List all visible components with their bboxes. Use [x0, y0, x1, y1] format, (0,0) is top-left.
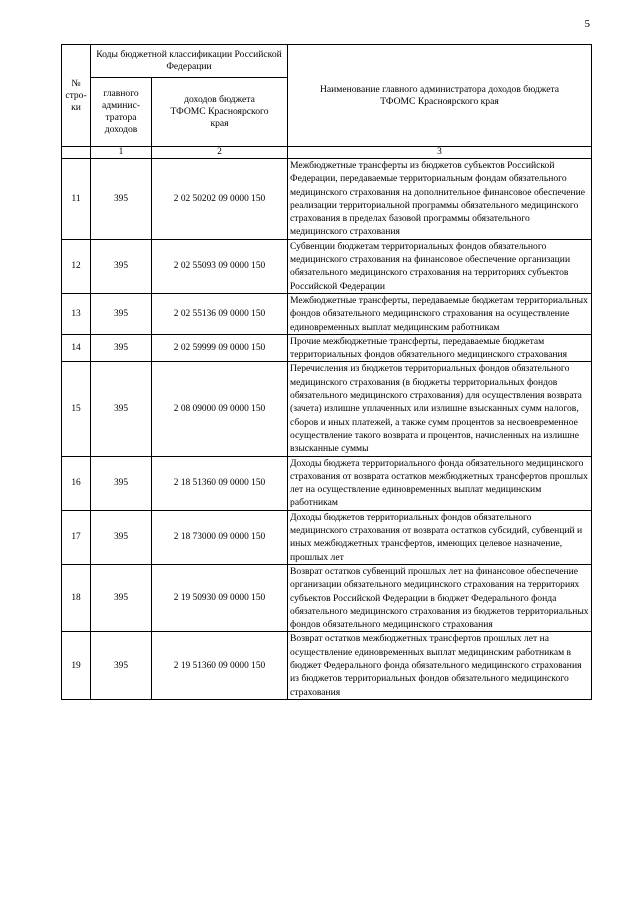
row-number: 18 [62, 564, 91, 631]
row-number: 11 [62, 159, 91, 240]
table-row [62, 510, 592, 564]
table-row [62, 564, 592, 631]
header-income-code: доходов бюджета ТФОМС Красноярского края [152, 78, 288, 147]
header-main-administrator: главного админис-тратора доходов [91, 78, 152, 147]
income-description: Межбюджетные трансферты, передаваемые бюджетам территориальных фондов обязательного медицинского страхования на осуществление единовременных выплат медицинским работникам [288, 293, 592, 334]
row-number: 14 [62, 334, 91, 362]
header-row-number: № стро-ки [62, 45, 91, 147]
administrator-code: 395 [91, 239, 152, 293]
administrator-code: 395 [91, 632, 152, 699]
row-number: 15 [62, 362, 91, 456]
page-number: 5 [584, 18, 590, 30]
income-code: 2 18 73000 09 0000 150 [152, 510, 288, 564]
table-row [62, 239, 592, 293]
income-description: Доходы бюджетов территориальных фондов обязательного медицинского страхования от возврата остатков субсидий, субвенций и иных межбюджетных трансфертов, имеющих целевое назначение, прошлых лет [288, 510, 592, 564]
income-description: Доходы бюджета территориального фонда обязательного медицинского страхования от возврата остатков межбюджетных трансфертов прошлых лет на осуществление единовременных выплат медицинским работникам [288, 456, 592, 510]
table-row [62, 293, 592, 334]
income-code: 2 02 55136 09 0000 150 [152, 293, 288, 334]
administrator-code: 395 [91, 334, 152, 362]
table-row [62, 159, 592, 240]
income-code: 2 02 50202 09 0000 150 [152, 159, 288, 240]
header-codes-group: Коды бюджетной классификации Российской Федерации [91, 45, 288, 78]
row-number: 12 [62, 239, 91, 293]
income-code: 2 18 51360 09 0000 150 [152, 456, 288, 510]
income-description: Субвенции бюджетам территориальных фондов обязательного медицинского страхования на финансовое обеспечение организации обязательного медицинского страхования на территориях субъектов Российской Федерации [288, 239, 592, 293]
budget-classification-table [61, 44, 592, 700]
income-description: Возврат остатков субвенций прошлых лет на финансовое обеспечение организации обязательного медицинского страхования на территориях субъектов Российской Федерации в бюджет Федерального фонда обязательного медицинского страхования из бюджетов территориальных фондов обязательного медицинского страхования [288, 564, 592, 631]
table-row [62, 362, 592, 456]
row-number: 16 [62, 456, 91, 510]
income-code: 2 08 09000 09 0000 150 [152, 362, 288, 456]
income-description: Прочие межбюджетные трансферты, передаваемые бюджетам территориальных фондов обязательного медицинского страхования [288, 334, 592, 362]
table-row [62, 456, 592, 510]
income-code: 2 19 50930 09 0000 150 [152, 564, 288, 631]
income-description: Возврат остатков межбюджетных трансфертов прошлых лет на осуществление единовременных выплат медицинским работникам в бюджет Федерального фонда обязательного медицинского страхования из бюджетов территориальных фондов обязательного медицинского страхования [288, 632, 592, 699]
administrator-code: 395 [91, 564, 152, 631]
index-cell: 3 [288, 147, 592, 159]
administrator-code: 395 [91, 362, 152, 456]
income-description: Перечисления из бюджетов территориальных фондов обязательного медицинского страхования (в бюджеты территориальных фондов обязательного медицинского страхования) для осуществления возврата (зачета) излишне уплаченных или излишне взысканных сумм налогов, сборов и иных платежей, а также сумм процентов за несвоевременное осуществление такого возврата и процентов, начисленных на излишне взысканные суммы [288, 362, 592, 456]
administrator-code: 395 [91, 293, 152, 334]
administrator-code: 395 [91, 456, 152, 510]
income-code: 2 02 59999 09 0000 150 [152, 334, 288, 362]
row-number: 13 [62, 293, 91, 334]
index-cell: 2 [152, 147, 288, 159]
row-number: 19 [62, 632, 91, 699]
income-description: Межбюджетные трансферты из бюджетов субъектов Российской Федерации, передаваемые территориальным фондам обязательного медицинского страхования на дополнительное финансовое обеспечение реализации территориальной программы обязательного медицинского страхования в пределах базовой программы обязательного медицинского страхования [288, 159, 592, 240]
index-cell-blank [62, 147, 91, 159]
table-row [62, 632, 592, 699]
table-row [62, 334, 592, 362]
index-cell: 1 [91, 147, 152, 159]
income-code: 2 02 55093 09 0000 150 [152, 239, 288, 293]
administrator-code: 395 [91, 510, 152, 564]
administrator-code: 395 [91, 159, 152, 240]
header-administrator-name: Наименование главного администратора доходов бюджета ТФОМС Красноярского края [288, 45, 592, 147]
row-number: 17 [62, 510, 91, 564]
income-code: 2 19 51360 09 0000 150 [152, 632, 288, 699]
